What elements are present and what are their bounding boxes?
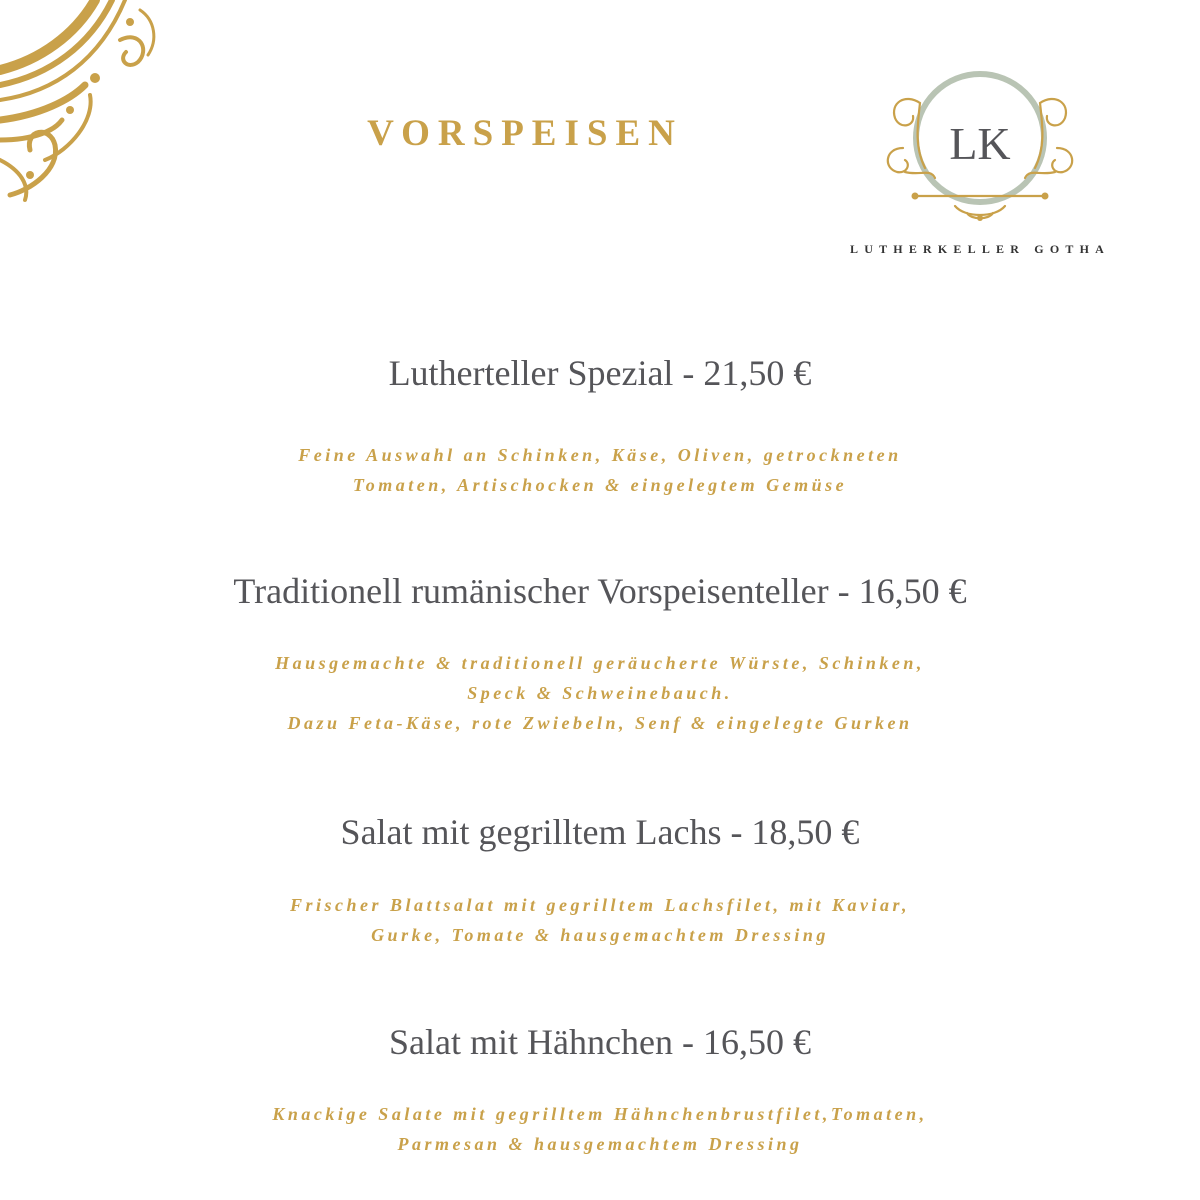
dish-title: Salat mit gegrilltem Lachs - 18,50 €	[340, 812, 860, 852]
description-line: Tomaten, Artischocken & eingelegtem Gemüse	[352, 475, 848, 495]
dish-title: Traditionell rumänischer Vorspeisenteller - 16,50 €	[233, 571, 967, 611]
dish-title: Lutherteller Spezial - 21,50 €	[388, 353, 812, 393]
restaurant-name: LUTHERKELLER GOTHA	[850, 242, 1110, 256]
description-line: Frischer Blattsalat mit gegrilltem Lachsfilet, mit Kaviar,	[289, 895, 910, 915]
dish-description	[100, 890, 1100, 950]
description-line: Speck & Schweinebauch.	[467, 683, 733, 703]
description-line: Dazu Feta-Käse, rote Zwiebeln, Senf & eingelegte Gurken	[287, 713, 913, 733]
description-line: Feine Auswahl an Schinken, Käse, Oliven, getrockneten	[298, 445, 902, 465]
description-line: Knackige Salate mit gegrilltem Hähnchenbrustfilet,Tomaten,	[272, 1104, 928, 1124]
description-line: Gurke, Tomate & hausgemachtem Dressing	[371, 925, 829, 945]
logo-initials: LK	[949, 118, 1011, 169]
section-title: VORSPEISEN	[367, 113, 683, 154]
dish-description	[100, 1099, 1100, 1159]
description-line: Hausgemachte & traditionell geräucherte Würste, Schinken,	[275, 653, 925, 673]
restaurant-logo	[820, 60, 1140, 260]
dish-description	[100, 440, 1100, 500]
gold-flourish-ornament	[0, 0, 170, 210]
dish-title: Salat mit Hähnchen - 16,50 €	[389, 1022, 811, 1062]
dish-description	[100, 648, 1100, 738]
description-line: Parmesan & hausgemachtem Dressing	[397, 1134, 803, 1154]
